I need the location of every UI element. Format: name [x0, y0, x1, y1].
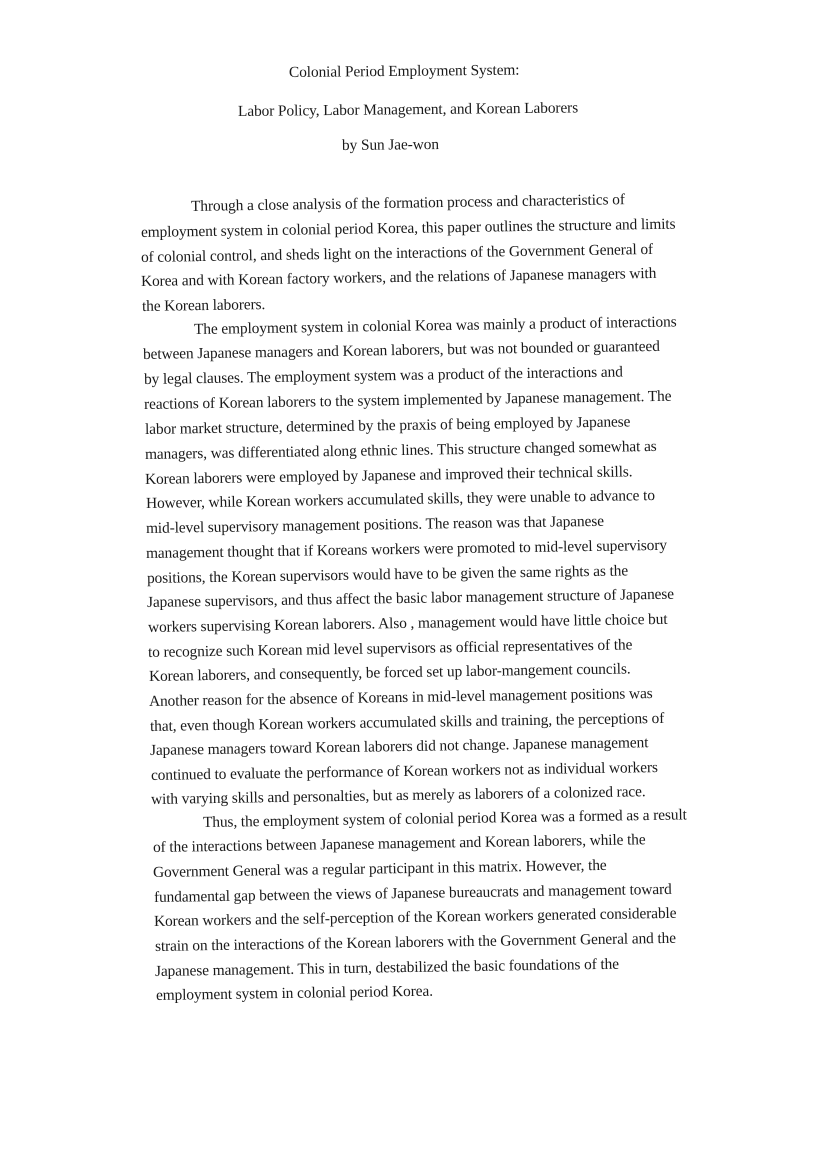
paragraph-line: management thought that if Koreans workers were promoted to mid-level supervisory — [145, 536, 668, 562]
paragraph-line: the Korean laborers. — [141, 296, 266, 315]
paragraph-line: of colonial control, and sheds light on the interactions of the Government General of — [140, 240, 654, 266]
paragraph-line: Korean laborers, and consequently, be forced set up labor-mangement councils. — [148, 660, 631, 685]
paragraph-line: The employment system in colonial Korea was mainly a product of interactions — [193, 313, 677, 338]
byline: by Sun Jae-won — [341, 135, 440, 154]
paragraph-line: fundamental gap between the views of Japanese bureaucrats and management toward — [153, 880, 672, 906]
title-line-1: Colonial Period Employment System: — [288, 61, 520, 81]
paragraph-line: by legal clauses. The employment system was a product of the interactions and — [143, 363, 623, 388]
paragraph-line: Japanese managers toward Korean laborers did not change. Japanese management — [149, 734, 649, 759]
paragraph-line: to recognize such Korean mid level supervisors as official representatives of the — [147, 636, 633, 661]
paragraph-line: of the interactions between Japanese management and Korean laborers, while the — [152, 831, 646, 856]
paragraph-line: Japanese management. This in turn, destabilized the basic foundations of the — [154, 955, 620, 980]
paragraph-line: Thus, the employment system of colonial period Korea was a formed as a result — [202, 806, 687, 831]
paragraph-line: workers supervising Korean laborers. Also , management would have little choice but — [147, 610, 668, 636]
title-line-2: Labor Policy, Labor Management, and Korean Laborers — [237, 99, 579, 120]
paragraph-line: Government General was a regular participant in this matrix. However, the — [152, 856, 607, 881]
paragraph-line: Another reason for the absence of Koreans in mid-level management positions was — [148, 685, 653, 710]
paragraph-line: labor market structure, determined by the praxis of being employed by Japanese — [144, 413, 631, 438]
paragraph-line: strain on the interactions of the Korean laborers with the Government General and the — [154, 929, 677, 955]
paragraph-line: with varying skills and personalties, but as merely as laborers of a colonized race. — [150, 783, 646, 808]
paragraph-line: that, even though Korean workers accumulated skills and training, the perceptions of — [149, 709, 665, 735]
paragraph-line: positions, the Korean supervisors would have to be given the same rights as the — [146, 562, 629, 587]
paragraph-line: employment system in colonial period Korea, this paper outlines the structure and limits — [140, 215, 676, 241]
paragraph-line: employment system in colonial period Korea. — [155, 982, 434, 1004]
paragraph-line: between Japanese managers and Korean laborers, but was not bounded or guaranteed — [142, 337, 660, 363]
paragraph-line: Korean workers and the self-perception of the Korean workers generated considerable — [153, 904, 677, 930]
paragraph-line: continued to evaluate the performance of Korean workers not as individual workers — [150, 759, 658, 784]
paragraph-line: reactions of Korean laborers to the system implemented by Japanese management. The — [143, 387, 672, 413]
paragraph-line: However, while Korean workers accumulated skills, they were unable to advance to — [145, 487, 655, 512]
paragraph-line: mid-level supervisory management positions. The reason was that Japanese — [145, 512, 605, 537]
paragraph-line: Korea and with Korean factory workers, and the relations of Japanese managers with — [140, 264, 657, 290]
paragraph-line: Japanese supervisors, and thus affect the basic labor management structure of Japanese — [146, 585, 675, 611]
paragraph-line: Through a close analysis of the formation process and characteristics of — [190, 191, 625, 215]
paragraph-line: managers, was differentiated along ethnic lines. This structure changed somewhat as — [144, 437, 657, 463]
paragraph-line: Korean laborers were employed by Japanese and improved their technical skills. — [144, 463, 633, 488]
